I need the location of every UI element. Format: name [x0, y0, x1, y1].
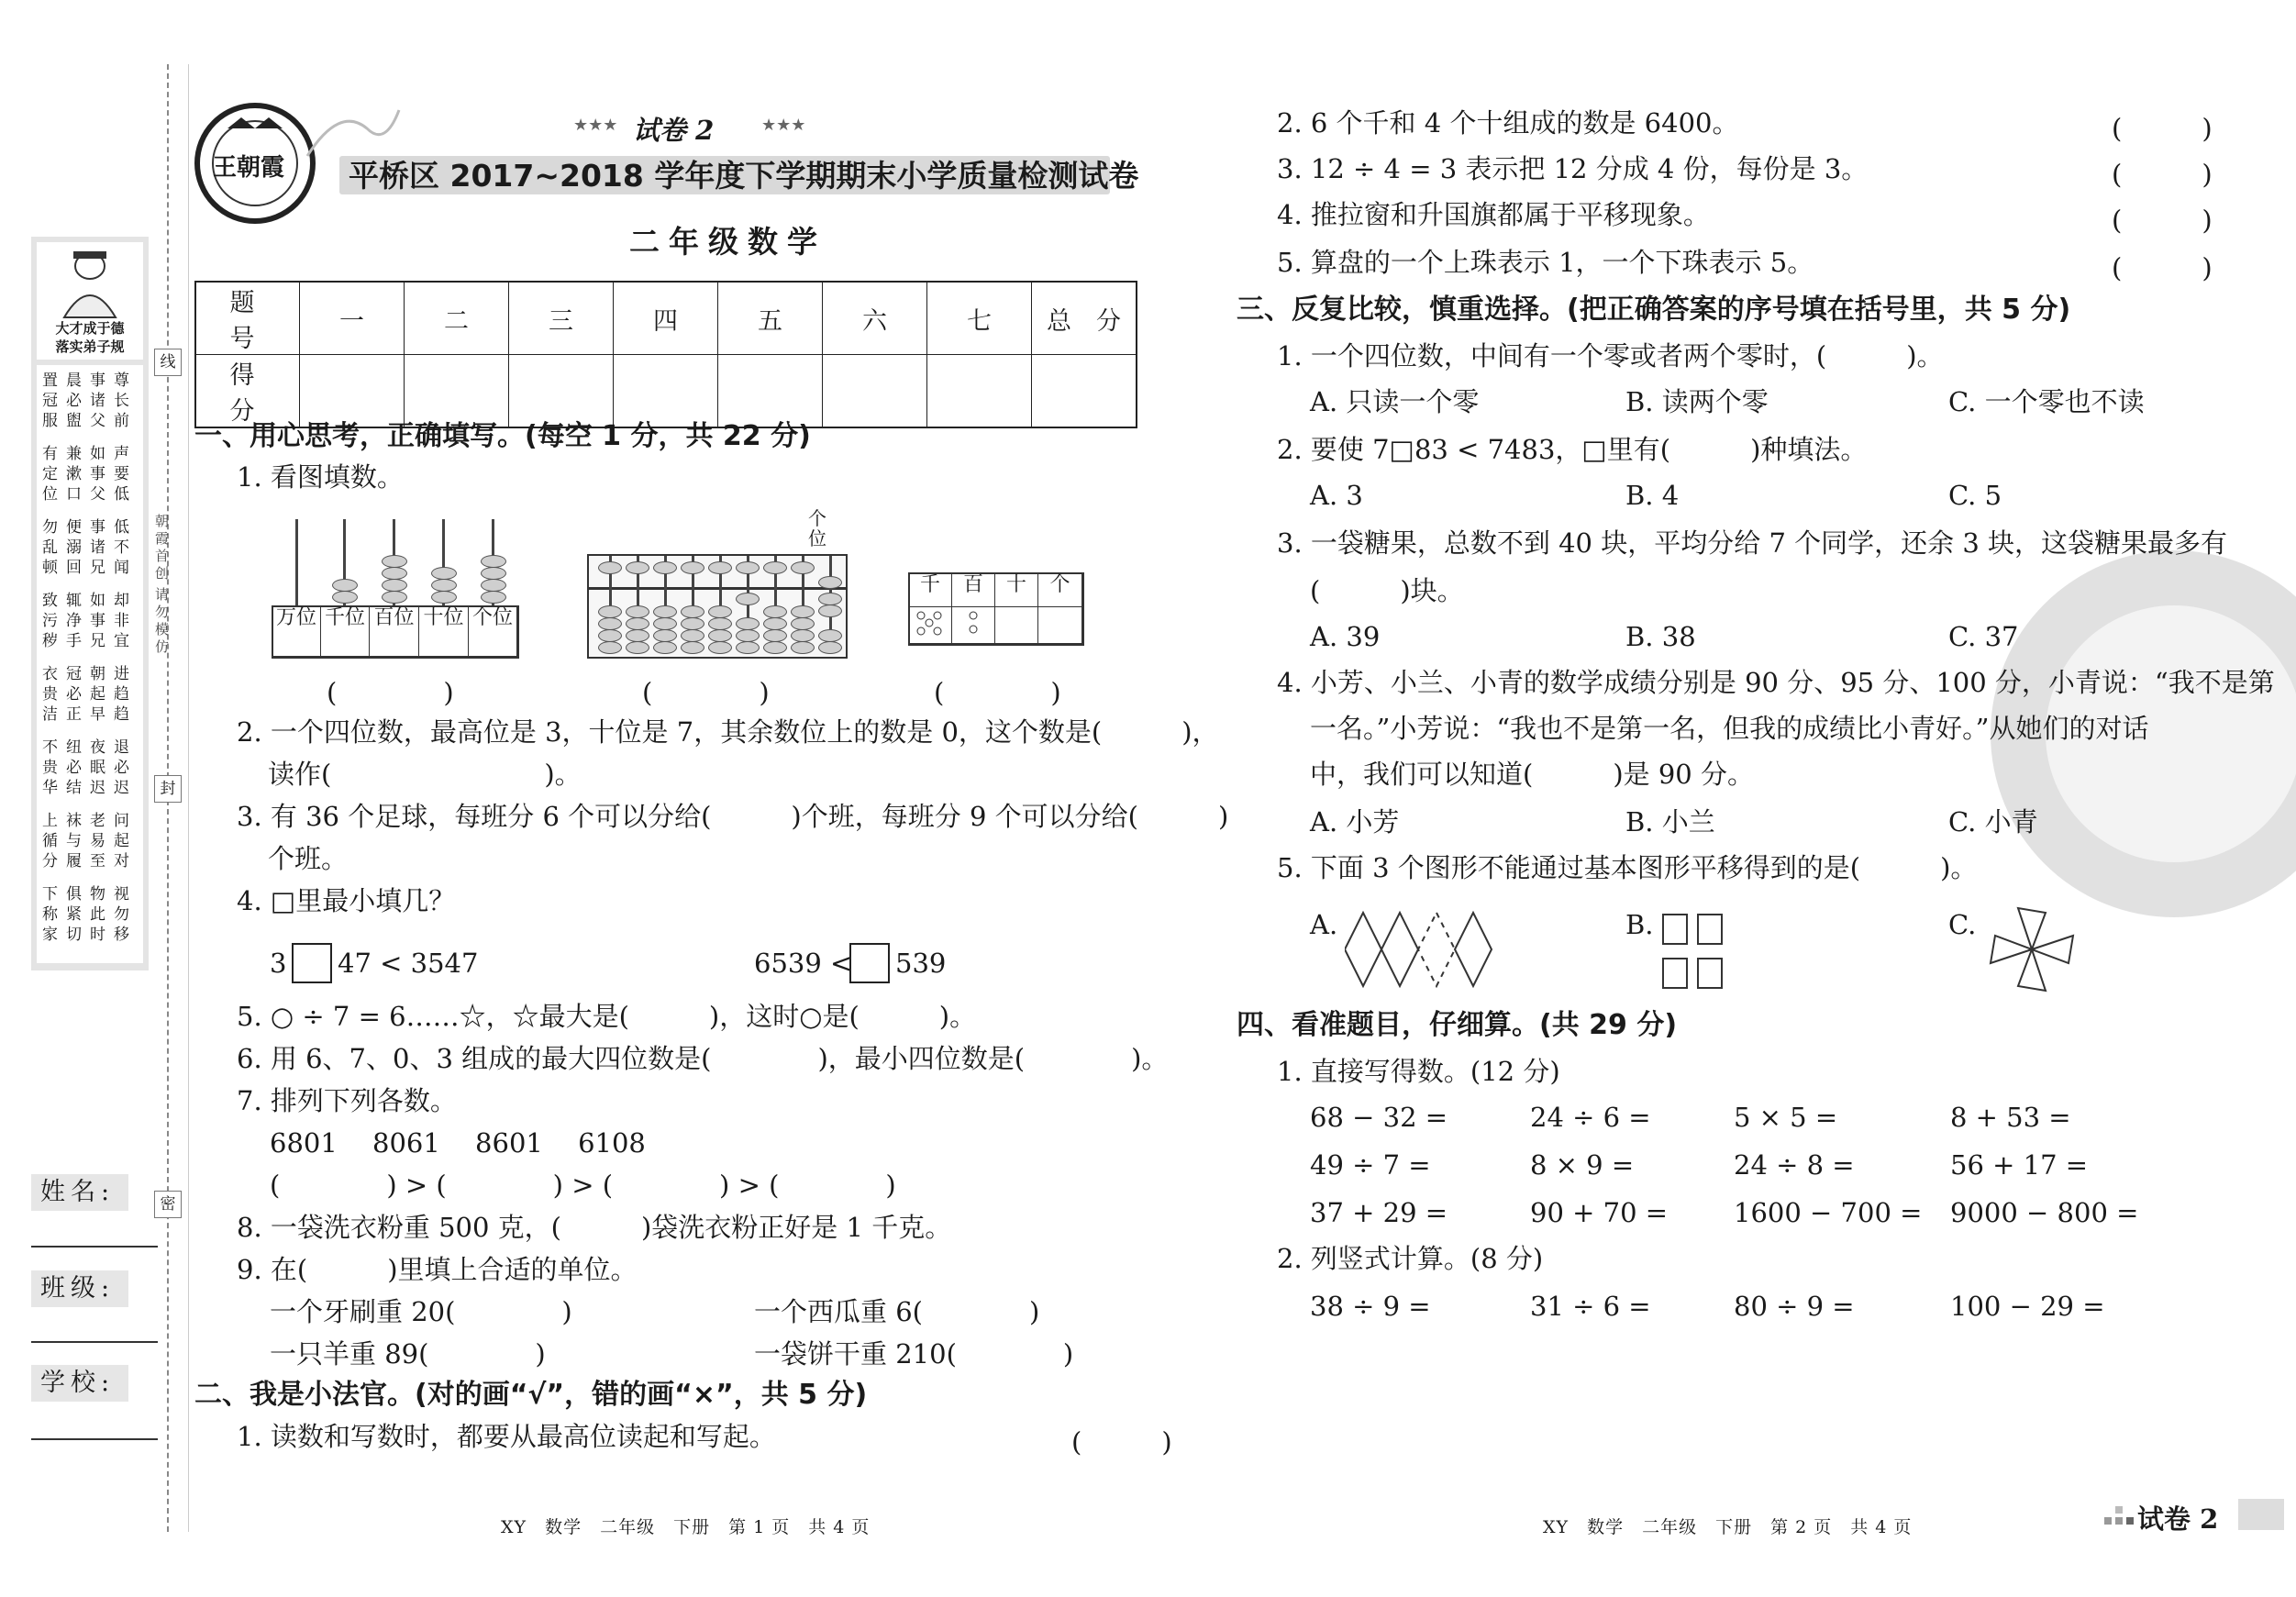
judge-paren-4[interactable]: ( )	[2112, 205, 2213, 236]
abacus-lower-bead	[791, 629, 815, 642]
q4-left-suffix: 47 < 3547	[338, 948, 479, 979]
s1-q2b: 读作( )。	[268, 759, 582, 790]
rule-line: 不纽夜退	[42, 738, 138, 757]
abacus-lower-bead	[763, 629, 787, 642]
abacus-lower-bead	[763, 605, 787, 618]
calc-item[interactable]: 8 × 9 =	[1530, 1149, 1635, 1181]
calc-item[interactable]: 49 ÷ 7 =	[1310, 1149, 1431, 1181]
name-label: 姓名:	[31, 1174, 128, 1211]
abacus-lower-bead	[818, 604, 842, 617]
judge-paren-1[interactable]: ( )	[1071, 1426, 1172, 1458]
s1-q6: 6. 用 6、7、0、3 组成的最大四位数是( )，最小四位数是( )。	[237, 1043, 1169, 1074]
abacus-lower-bead	[626, 641, 649, 654]
q9-item-1[interactable]: 一个牙刷重 20( )	[270, 1296, 572, 1327]
q7-numbers: 6801 8061 8601 6108	[270, 1127, 646, 1159]
abacus-lower-bead	[763, 641, 787, 654]
s3-q3b: ( )块。	[1310, 575, 1464, 606]
s3-q4-opt-b[interactable]: B. 小兰	[1625, 806, 1715, 837]
s1-q7: 7. 排列下列各数。	[237, 1085, 457, 1116]
score-cell[interactable]	[927, 355, 1032, 428]
s3-q1-opt-a[interactable]: A. 只读一个零	[1310, 386, 1480, 417]
abacus-beam	[587, 587, 848, 590]
rule-line: 致辄如却	[42, 592, 138, 610]
s3-q3a: 3. 一袋糖果，总数不到 40 块，平均分给 7 个同学，还余 3 块，这袋糖果最多有	[1277, 527, 2228, 559]
abacus-lower-bead	[736, 617, 760, 630]
abacus-upper-bead	[818, 576, 842, 589]
exam-subtitle: 二年级数学	[629, 224, 826, 260]
abacus-lower-bead	[763, 617, 787, 630]
judge-item-3: 3. 12 ÷ 4 = 3 表示把 12 分成 4 份，每份是 3。	[1277, 153, 1869, 184]
score-table	[194, 281, 1137, 428]
q9-item-2[interactable]: 一个西瓜重 6( )	[754, 1296, 1040, 1327]
score-header-row	[195, 282, 1137, 355]
vertical-calc-item[interactable]: 80 ÷ 9 =	[1734, 1291, 1855, 1322]
dots-icon	[955, 607, 992, 638]
square-figure	[1662, 958, 1688, 989]
exam-title: 平桥区 2017~2018 学年度下学期期末小学质量检测试卷	[349, 158, 1139, 194]
score-cell[interactable]	[1032, 355, 1137, 428]
rule-line: 贵必眠必	[42, 759, 138, 777]
rule-line: 污净事非	[42, 612, 138, 630]
calc-item[interactable]: 24 ÷ 6 =	[1530, 1102, 1651, 1133]
section4-title: 四、看准题目，仔细算。(共 29 分)	[1237, 1009, 1678, 1041]
class-field[interactable]	[31, 1341, 158, 1343]
school-field[interactable]	[31, 1438, 158, 1440]
judge-paren-3[interactable]: ( )	[2112, 159, 2213, 190]
abacus-lower-bead	[818, 593, 842, 605]
chart-header-qian: 千	[908, 572, 952, 607]
score-header-cell: 四	[614, 282, 718, 355]
motto-head	[37, 242, 143, 360]
q4-left-prefix: 3	[270, 948, 287, 979]
stars-right: ★★★	[761, 116, 806, 135]
abacus-lower-bead	[736, 629, 760, 642]
s1-q3b: 个班。	[268, 843, 349, 874]
abacus-lower-bead	[708, 629, 732, 642]
abacus-lower-bead	[626, 605, 649, 618]
abacus-lower-bead	[736, 641, 760, 654]
abacus-lower-bead	[791, 641, 815, 654]
s1-q3a: 3. 有 36 个足球，每班分 6 个可以分给( )个班，每班分 9 个可以分给( )	[237, 801, 1229, 832]
score-value-row	[195, 355, 1137, 428]
section1-title: 一、用心思考，正确填写。(每空 1 分，共 22 分)	[194, 420, 811, 452]
s3-q4c: 中，我们可以知道( )是 90 分。	[1310, 759, 1754, 790]
s3-q1: 1. 一个四位数，中间有一个零或者两个零时，( )。	[1277, 340, 1944, 372]
chart-header-ge: 个	[1037, 572, 1082, 607]
abacus-lower-bead	[681, 617, 704, 630]
abacus-upper-bead	[708, 561, 732, 574]
abacus-lower-bead	[708, 605, 732, 618]
q9-item-3[interactable]: 一只羊重 89( )	[270, 1338, 546, 1370]
square-figure	[1697, 958, 1723, 989]
rule-line: 循与易起	[42, 832, 138, 850]
brand-logo	[194, 103, 316, 224]
abacus-bead	[431, 567, 457, 580]
dots-icon	[912, 607, 948, 638]
s1-q8: 8. 一袋洗衣粉重 500 克，( )袋洗衣粉正好是 1 千克。	[237, 1212, 952, 1243]
rule-line: 秽手兄宜	[42, 632, 138, 650]
calc-item[interactable]: 37 + 29 =	[1310, 1197, 1448, 1228]
s1-q9: 9. 在( )里填上合适的单位。	[237, 1254, 638, 1285]
s3-q5-opt-a[interactable]: A.	[1310, 909, 1338, 940]
rule-line: 勿便事低	[42, 518, 138, 537]
side-note-2: 请勿模仿	[153, 587, 170, 657]
score-header-cell: 五	[718, 282, 823, 355]
s3-q4a: 4. 小芳、小兰、小青的数学成绩分别是 90 分、95 分、100 分，小青说：“我不是第	[1277, 667, 2275, 698]
calc-item[interactable]: 1600 − 700 =	[1734, 1197, 1923, 1228]
square-figure	[1662, 914, 1688, 945]
s3-q2-opt-a[interactable]: A. 3	[1310, 480, 1363, 511]
corner-tag-bar	[2238, 1499, 2284, 1530]
abacus-lower-bead	[598, 641, 622, 654]
abacus-upper-bead	[681, 561, 704, 574]
rule-line: 乱溺诸不	[42, 538, 138, 557]
score-cell[interactable]	[509, 355, 614, 428]
s3-q4-opt-a[interactable]: A. 小芳	[1310, 806, 1400, 837]
place-label-bai: 百位	[369, 605, 419, 657]
score-header-cell: 总 分	[1032, 282, 1137, 355]
abacus-lower-bead	[598, 617, 622, 630]
abacus-lower-bead	[736, 593, 760, 605]
abacus-upper-bead	[791, 561, 815, 574]
s3-q3-opt-c[interactable]: C. 37	[1948, 621, 2019, 652]
rod-wan	[295, 519, 298, 605]
rule-line: 置晨事尊	[42, 372, 138, 390]
s3-q2: 2. 要使 7□83 < 7483，□里有( )种填法。	[1277, 434, 1868, 465]
footer-left: XY 数学 二年级 下册 第 1 页 共 4 页	[501, 1517, 871, 1537]
abacus-bead	[481, 555, 506, 568]
abacus-lower-bead	[791, 617, 815, 630]
calc-item[interactable]: 5 × 5 =	[1734, 1102, 1838, 1133]
s1-q5: 5. ○ ÷ 7 = 6……☆，☆最大是( )，这时○是( )。	[237, 1001, 977, 1032]
abacus-lower-bead	[818, 629, 842, 642]
abacus-lower-bead	[626, 617, 649, 630]
vertical-calc-item[interactable]: 38 ÷ 9 =	[1310, 1291, 1431, 1322]
rule-line: 衣冠朝进	[42, 665, 138, 683]
corner-tag-text: 试卷 2	[2137, 1503, 2219, 1535]
abacus-lower-bead	[681, 629, 704, 642]
abacus-bead	[431, 591, 457, 604]
motto-line-2: 落实弟子规	[55, 338, 125, 355]
s3-q4-opt-c[interactable]: C. 小青	[1948, 806, 2038, 837]
chart-cell-shi	[994, 606, 1038, 644]
chart-cell-ge	[1037, 606, 1082, 644]
abacus-upper-bead	[653, 561, 677, 574]
q9-item-4[interactable]: 一袋饼干重 210( )	[754, 1338, 1074, 1370]
abacus-lower-bead	[653, 641, 677, 654]
section2-title: 二、我是小法官。(对的画“√”，错的画“×”，共 5 分)	[194, 1379, 868, 1411]
footer-right: XY 数学 二年级 下册 第 2 页 共 4 页	[1543, 1517, 1913, 1537]
vertical-calc-item[interactable]: 31 ÷ 6 =	[1530, 1291, 1651, 1322]
seal-char-seal: 封	[154, 775, 182, 803]
rule-line: 家切时移	[42, 926, 138, 944]
abacus-lower-bead	[708, 617, 732, 630]
s4-sub1: 1. 直接写得数。(12 分)	[1277, 1056, 1560, 1087]
answer-blank-3[interactable]: ( )	[934, 677, 1061, 708]
rule-line: 位口父低	[42, 485, 138, 504]
abacus-lower-bead	[708, 641, 732, 654]
q4-left-box[interactable]	[292, 943, 332, 983]
s3-q5: 5. 下面 3 个图形不能通过基本图形平移得到的是( )。	[1277, 852, 1978, 883]
abacus-bead	[382, 567, 407, 580]
abacus-bead	[481, 591, 506, 604]
score-header-cell: 一	[300, 282, 405, 355]
stars-left: ★★★	[573, 116, 618, 135]
abacus-upper-bead	[626, 561, 649, 574]
s3-q3-opt-b[interactable]: B. 38	[1625, 621, 1696, 652]
school-label: 学校:	[31, 1365, 128, 1402]
s3-q1-opt-c[interactable]: C. 一个零也不读	[1948, 386, 2145, 417]
score-header-cell: 六	[823, 282, 927, 355]
rule-line: 顿回兄闻	[42, 559, 138, 577]
judge-item-1: 1. 读数和写数时，都要从最高位读起和写起。	[237, 1421, 776, 1452]
judge-item-5: 5. 算盘的一个上珠表示 1，一个下珠表示 5。	[1277, 247, 1814, 278]
scholar-figure-icon	[37, 246, 143, 319]
abacus-lower-bead	[818, 641, 842, 654]
vertical-calc-item[interactable]: 100 − 29 =	[1950, 1291, 2105, 1322]
score-header-cell: 题 号	[195, 282, 300, 355]
score-row-label: 得 分	[195, 355, 300, 428]
calc-item[interactable]: 24 ÷ 8 =	[1734, 1149, 1855, 1181]
section3-title: 三、反复比较，慎重选择。(把正确答案的序号填在括号里，共 5 分)	[1237, 294, 2071, 326]
abacus-bead	[332, 591, 358, 604]
score-header-cell: 七	[927, 282, 1032, 355]
s3-q3-opt-a[interactable]: A. 39	[1310, 621, 1381, 652]
place-label-wan: 万位	[272, 605, 321, 657]
score-cell[interactable]	[614, 355, 718, 428]
side-note-1: 朝霞首创	[153, 514, 170, 583]
abacus-lower-bead	[681, 605, 704, 618]
place-label-shi: 十位	[418, 605, 469, 657]
abacus-lower-bead	[653, 617, 677, 630]
score-header-cell: 二	[405, 282, 509, 355]
score-header-cell: 三	[509, 282, 614, 355]
answer-blank-1[interactable]: ( )	[327, 677, 454, 708]
abacus-lower-bead	[653, 629, 677, 642]
s4-sub2: 2. 列竖式计算。(8 分)	[1277, 1243, 1544, 1274]
place-label-ge: 个位	[468, 605, 517, 657]
abacus-bead	[481, 579, 506, 592]
calc-item[interactable]: 9000 − 800 =	[1950, 1197, 2139, 1228]
s3-q5-opt-b[interactable]: B.	[1625, 909, 1654, 940]
abacus-lower-bead	[598, 629, 622, 642]
abacus-upper-bead	[736, 561, 760, 574]
abacus-bead	[431, 579, 457, 592]
class-label: 班级:	[31, 1270, 128, 1307]
abacus-lower-bead	[681, 641, 704, 654]
s1-q1: 1. 看图填数。	[237, 461, 404, 493]
judge-item-4: 4. 推拉窗和升国旗都属于平移现象。	[1277, 199, 1710, 230]
seal-char-line: 线	[154, 349, 182, 376]
motto-line-1: 大才成于德	[55, 320, 125, 337]
abacus-lower-bead	[626, 629, 649, 642]
calc-item[interactable]: 56 + 17 =	[1950, 1149, 2089, 1181]
s1-q2a: 2. 一个四位数，最高位是 3，十位是 7，其余数位上的数是 0，这个数是( )，	[237, 716, 1219, 748]
corner-paper-tag	[2101, 1497, 2284, 1534]
score-cell[interactable]	[718, 355, 823, 428]
name-field[interactable]	[31, 1246, 158, 1248]
chart-cell-bai	[951, 606, 995, 644]
rule-line: 洁正早趋	[42, 705, 138, 724]
q4-right-box[interactable]	[849, 943, 890, 983]
s1-q4: 4. □里最小填几？	[237, 885, 456, 916]
abacus-lower-bead	[791, 605, 815, 618]
abacus-bead	[332, 579, 358, 592]
rule-line: 分履至对	[42, 852, 138, 871]
calc-item[interactable]: 8 + 53 =	[1950, 1102, 2071, 1133]
abacus-bead	[382, 591, 407, 604]
rule-line: 上袜老问	[42, 812, 138, 830]
s3-q5-opt-c[interactable]: C.	[1948, 909, 1977, 940]
logo-text: 王朝霞	[213, 154, 285, 182]
rule-line: 下俱物视	[42, 885, 138, 904]
abacus-bead	[382, 555, 407, 568]
page-divider-line	[188, 64, 189, 1532]
s3-q2-opt-b[interactable]: B. 4	[1625, 480, 1680, 511]
score-cell[interactable]	[300, 355, 405, 428]
s3-q4b: 一名。”小芳说：“我也不是第一名，但我的成绩比小青好。”从她们的对话	[1310, 713, 2149, 744]
abacus-upper-bead	[598, 561, 622, 574]
abacus-upper-bead	[763, 561, 787, 574]
chart-header-shi: 十	[994, 572, 1038, 607]
judge-item-2: 2. 6 个千和 4 个十组成的数是 6400。	[1277, 107, 1739, 139]
score-cell[interactable]	[823, 355, 927, 428]
abacus-bead	[382, 579, 407, 592]
rule-line: 定漱事要	[42, 465, 138, 483]
abacus-lower-bead	[653, 605, 677, 618]
q4-right-suffix: 539	[895, 948, 947, 979]
paper-number: 试卷 2	[633, 115, 715, 146]
s3-q1-opt-b[interactable]: B. 读两个零	[1625, 386, 1769, 417]
abacus-lower-bead	[598, 605, 622, 618]
rhombus-chain-figure	[1345, 908, 1501, 991]
chart-header-bai: 百	[951, 572, 995, 607]
answer-blank-2[interactable]: ( )	[642, 677, 770, 708]
seal-char-secret: 密	[154, 1191, 182, 1218]
calc-item[interactable]: 90 + 70 =	[1530, 1197, 1669, 1228]
q7-blanks[interactable]: ( ) > ( ) > ( ) > ( )	[270, 1170, 896, 1201]
rule-line: 华结迟迟	[42, 779, 138, 797]
pinwheel-figure	[1981, 899, 2082, 1000]
q4-right-prefix: 6539 <	[754, 948, 853, 979]
abacus-bead	[481, 567, 506, 580]
abacus-ge-label: 个位	[808, 507, 826, 549]
judge-paren-2[interactable]: ( )	[2112, 113, 2213, 144]
place-label-qian: 千位	[320, 605, 370, 657]
rule-line: 有兼如声	[42, 445, 138, 463]
chart-cell-qian	[908, 606, 952, 644]
rule-line: 服盥父前	[42, 412, 138, 430]
rule-line: 贵必起趋	[42, 685, 138, 704]
rule-line: 称紧此勿	[42, 905, 138, 924]
s3-q2-opt-c[interactable]: C. 5	[1948, 480, 2002, 511]
calc-item[interactable]: 68 − 32 =	[1310, 1102, 1448, 1133]
judge-paren-5[interactable]: ( )	[2112, 252, 2213, 283]
square-figure	[1697, 914, 1723, 945]
score-cell[interactable]	[405, 355, 509, 428]
rule-line: 冠必诸长	[42, 392, 138, 410]
pixel-deco-icon	[2101, 1497, 2137, 1534]
